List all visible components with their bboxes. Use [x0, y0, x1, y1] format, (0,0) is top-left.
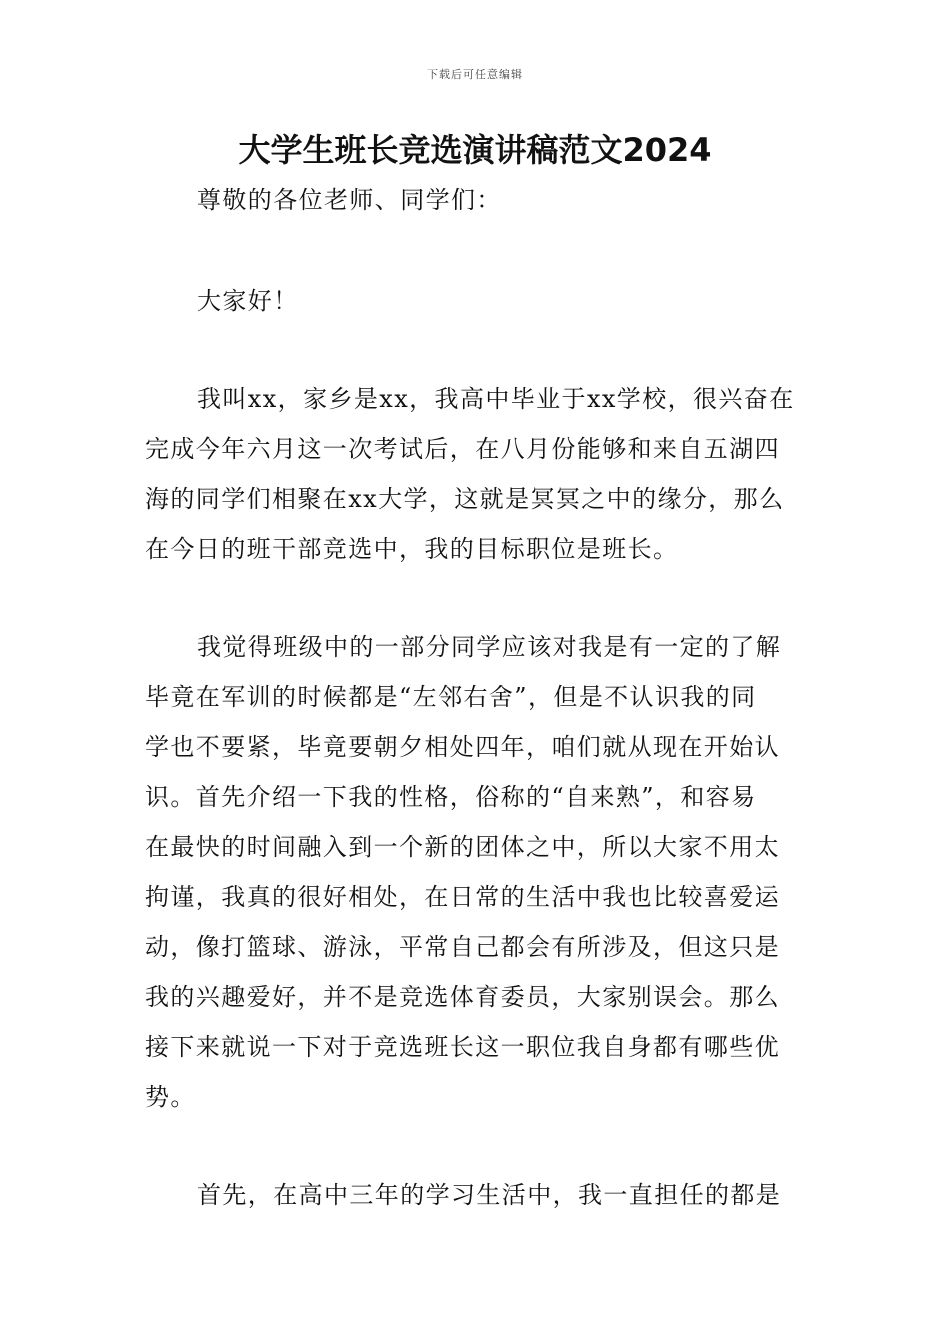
paragraph-1-line: 海的同学们相聚在xx大学，这就是冥冥之中的缘分，那么 — [145, 485, 785, 513]
paragraph-2-line: 我觉得班级中的一部分同学应该对我是有一定的了解 — [197, 633, 782, 661]
paragraph-3-line: 首先，在高中三年的学习生活中，我一直担任的都是 — [197, 1181, 782, 1209]
paragraph-2-line: 学也不要紧，毕竟要朝夕相处四年，咱们就从现在开始认 — [145, 733, 780, 761]
paragraph-1-line: 完成今年六月这一次考试后，在八月份能够和来自五湖四 — [145, 435, 780, 463]
hello-line: 大家好！ — [197, 287, 299, 315]
paragraph-2-line: 动，像打篮球、游泳，平常自己都会有所涉及，但这只是 — [145, 933, 780, 961]
paragraph-1-line: 在今日的班干部竞选中，我的目标职位是班长。 — [145, 535, 679, 563]
header-note: 下载后可任意编辑 — [427, 68, 523, 81]
greeting-line: 尊敬的各位老师、同学们： — [197, 186, 502, 214]
paragraph-2-line: 毕竟在军训的时候都是“左邻右舍”，但是不认识我的同 — [145, 683, 757, 711]
paragraph-2-line: 在最快的时间融入到一个新的团体之中，所以大家不用太 — [145, 833, 780, 861]
paragraph-2-line: 拘谨，我真的很好相处，在日常的生活中我也比较喜爱运 — [145, 883, 780, 911]
paragraph-1-line: 我叫xx，家乡是xx，我高中毕业于xx学校，很兴奋在 — [197, 385, 795, 413]
paragraph-2-line: 识。首先介绍一下我的性格，俗称的“自来熟”，和容易 — [145, 783, 757, 811]
paragraph-2-line: 我的兴趣爱好，并不是竞选体育委员，大家别误会。那么 — [145, 983, 780, 1011]
paragraph-1 — [145, 374, 807, 574]
paragraph-2-line: 势。 — [145, 1083, 196, 1111]
paragraph-2-line: 接下来就说一下对于竞选班长这一职位我自身都有哪些优 — [145, 1033, 780, 1061]
document-title: 大学生班长竞选演讲稿范文2024 — [238, 131, 712, 169]
paragraph-3 — [145, 1170, 807, 1220]
paragraph-2 — [145, 622, 807, 1122]
